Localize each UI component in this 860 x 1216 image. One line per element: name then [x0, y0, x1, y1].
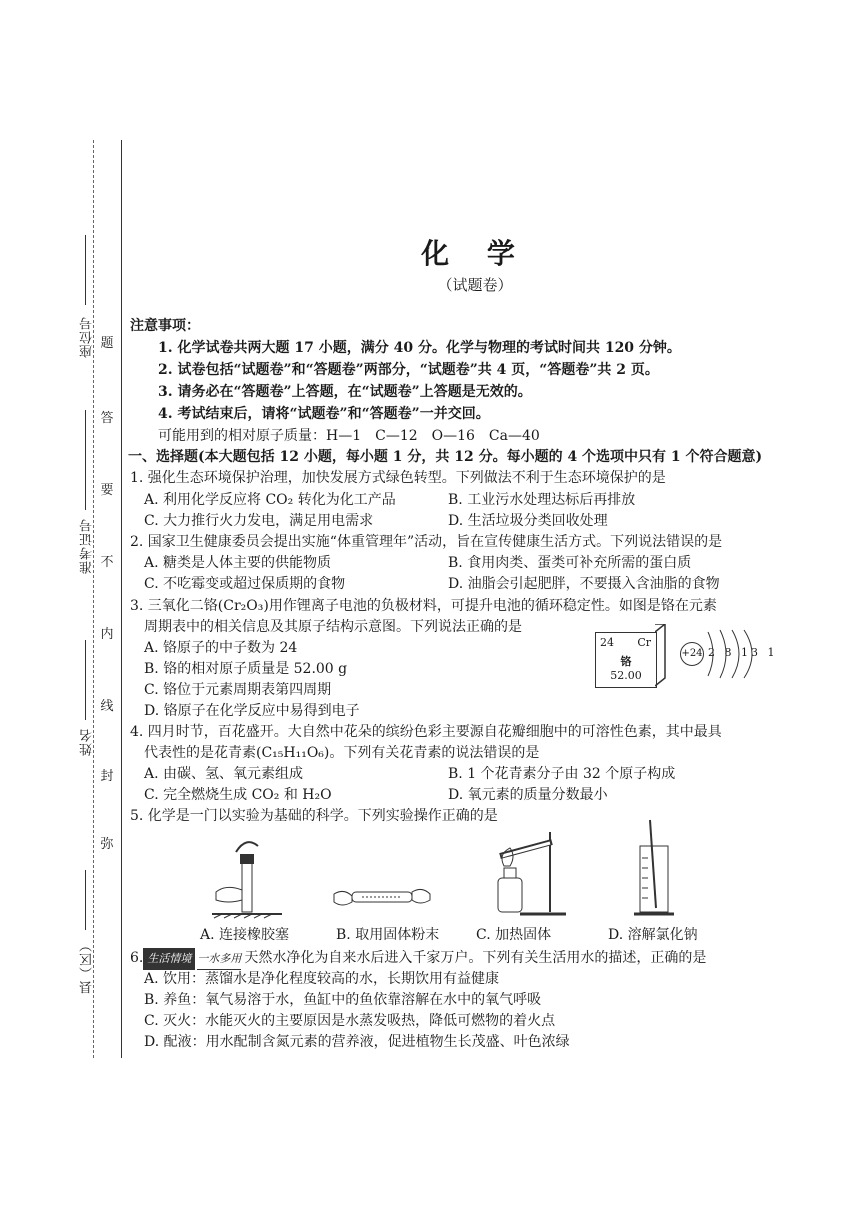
seat-blank	[85, 235, 86, 305]
fig-b-powder-illustration	[332, 880, 432, 916]
warning-char: 要	[100, 483, 114, 498]
warning-char: 题	[100, 336, 114, 351]
page-subtitle: （试题卷）	[437, 276, 513, 294]
atom-nucleus: +24	[680, 642, 704, 666]
q6-context-subtag: 一水多用	[197, 949, 241, 970]
element-symbol: Cr	[637, 636, 651, 649]
warning-char: 封	[100, 769, 114, 784]
notice-item: 3. 请务必在“答题卷”上答题，在“试题卷”上答题是无效的。	[158, 384, 532, 400]
q3-option-c: C. 铬位于元素周期表第四周期	[144, 682, 332, 698]
q3-option-b: B. 铬的相对原子质量是 52.00 g	[144, 661, 348, 677]
fold-dashed-line	[93, 140, 94, 1058]
q6-option-c: C. 灭火：水能灭火的主要原因是水蒸发吸热，降低可燃物的着火点	[144, 1013, 556, 1029]
notice-item: 1. 化学试卷共两大题 17 小题，满分 40 分。化学与物理的考试时间共 120 分钟。	[158, 340, 681, 356]
q5-stem: 5. 化学是一门以实验为基础的科学。下列实验操作正确的是	[130, 808, 498, 824]
warning-char: 弥	[100, 837, 114, 852]
electron-shells: 2 8 13 1	[708, 646, 778, 659]
q6-stem	[130, 948, 706, 970]
q3-option-a: A. 铬原子的中子数为 24	[144, 640, 298, 656]
seal-solid-line	[121, 140, 122, 1058]
q2-stem: 2. 国家卫生健康委员会提出实施“体重管理年”活动，旨在宣传健康生活方式。下列说法错误的是	[130, 534, 723, 550]
page-title: 化 学	[421, 237, 529, 270]
q6-stem-text: 天然水净化为自来水后进入千家万户。下列有关生活用水的描述，正确的是	[244, 950, 707, 966]
atomic-number: 24	[600, 636, 614, 649]
exam-no-label: 准考证号	[80, 518, 95, 574]
q2-option-a: A. 糖类是人体主要的供能物质	[144, 555, 332, 571]
fig-c-heating-illustration	[470, 822, 570, 922]
q6-option-a: A. 饮用：蒸馏水是净化程度较高的水，长期饮用有益健康	[144, 971, 500, 987]
element-name: 铬	[620, 655, 632, 668]
q4-stem-line2: 代表性的是花青素(C₁₅H₁₁O₆)。下列有关花青素的说法错误的是	[144, 745, 540, 761]
warning-char: 答	[100, 411, 114, 426]
q4-option-d: D. 氧元素的质量分数最小	[448, 787, 608, 803]
atomic-mass: 52.00	[610, 669, 642, 682]
q6-number: 6.	[130, 950, 144, 966]
notice-heading: 注意事项：	[130, 318, 200, 334]
section-heading: 一、选择题(本大题包括 12 小题，每小题 1 分，共 12 分。每小题的 4 个选项中只有 1 个符合题意)	[128, 449, 763, 465]
q6-context-tag: 生活情境	[143, 948, 195, 970]
element-cell-3d-edge	[655, 624, 669, 692]
notice-item: 4. 考试结束后，请将“试题卷”和“答题卷”一并交回。	[158, 406, 490, 422]
q4-option-a: A. 由碳、氢、氧元素组成	[144, 766, 304, 782]
notice-item: 2. 试卷包括“试题卷”和“答题卷”两部分，“试题卷”共 4 页，“答题卷”共 2 页。	[158, 362, 659, 378]
q1-option-b: B. 工业污水处理达标后再排放	[448, 492, 636, 508]
exam-no-blank	[85, 410, 86, 510]
q2-option-b: B. 食用肉类、蛋类可补充所需的蛋白质	[448, 555, 692, 571]
shell-arcs-icon	[702, 628, 762, 680]
warning-char: 内	[100, 627, 114, 642]
county-blank	[85, 870, 86, 930]
q2-option-d: D. 油脂会引起肥胖，不要摄入含油脂的食物	[448, 576, 720, 592]
element-cell-chromium	[595, 632, 657, 688]
name-label: 姓名	[80, 728, 95, 756]
atomic-masses: 可能用到的相对原子质量：H—1 C—12 O—16 Ca—40	[158, 428, 540, 444]
q4-option-c: C. 完全燃烧生成 CO₂ 和 H₂O	[144, 787, 332, 803]
county-label: 县（区）	[80, 938, 95, 994]
seat-label: 座位号	[80, 316, 95, 358]
fig-d-dissolving-illustration	[622, 818, 682, 922]
fig-a-caption: A. 连接橡胶塞	[200, 927, 290, 943]
fig-a-stopper-illustration	[212, 832, 292, 922]
fig-b-caption: B. 取用固体粉末	[336, 927, 440, 943]
fig-c-caption: C. 加热固体	[476, 927, 552, 943]
q2-option-c: C. 不吃霉变或超过保质期的食物	[144, 576, 346, 592]
q1-option-a: A. 利用化学反应将 CO₂ 转化为化工产品	[144, 492, 396, 508]
warning-char: 不	[100, 555, 114, 570]
q3-option-d: D. 铬原子在化学反应中易得到电子	[144, 703, 360, 719]
q6-option-d: D. 配液：用水配制含氮元素的营养液，促进植物生长茂盛、叶色浓绿	[144, 1034, 570, 1050]
q6-option-b: B. 养鱼：氧气易溶于水，鱼缸中的鱼依靠溶解在水中的氧气呼吸	[144, 992, 542, 1008]
q1-option-d: D. 生活垃圾分类回收处理	[448, 513, 608, 529]
q1-stem: 1. 强化生态环境保护治理，加快发展方式绿色转型。下列做法不利于生态环境保护的是	[130, 470, 666, 486]
name-blank	[85, 640, 86, 720]
q4-option-b: B. 1 个花青素分子由 32 个原子构成	[448, 766, 676, 782]
fig-d-caption: D. 溶解氯化钠	[608, 927, 698, 943]
q3-stem-line1: 3. 三氧化二铬(Cr₂O₃)用作锂离子电池的负极材料，可提升电池的循环稳定性。如图是铬在元素	[130, 598, 717, 614]
warning-char: 线	[100, 699, 114, 714]
q4-stem-line1: 4. 四月时节，百花盛开。大自然中花朵的缤纷色彩主要源自花瓣细胞中的可溶性色素，其中最具	[130, 724, 722, 740]
q1-option-c: C. 大力推行火力发电，满足用电需求	[144, 513, 374, 529]
q3-stem-line2: 周期表中的相关信息及其原子结构示意图。下列说法正确的是	[144, 619, 522, 635]
